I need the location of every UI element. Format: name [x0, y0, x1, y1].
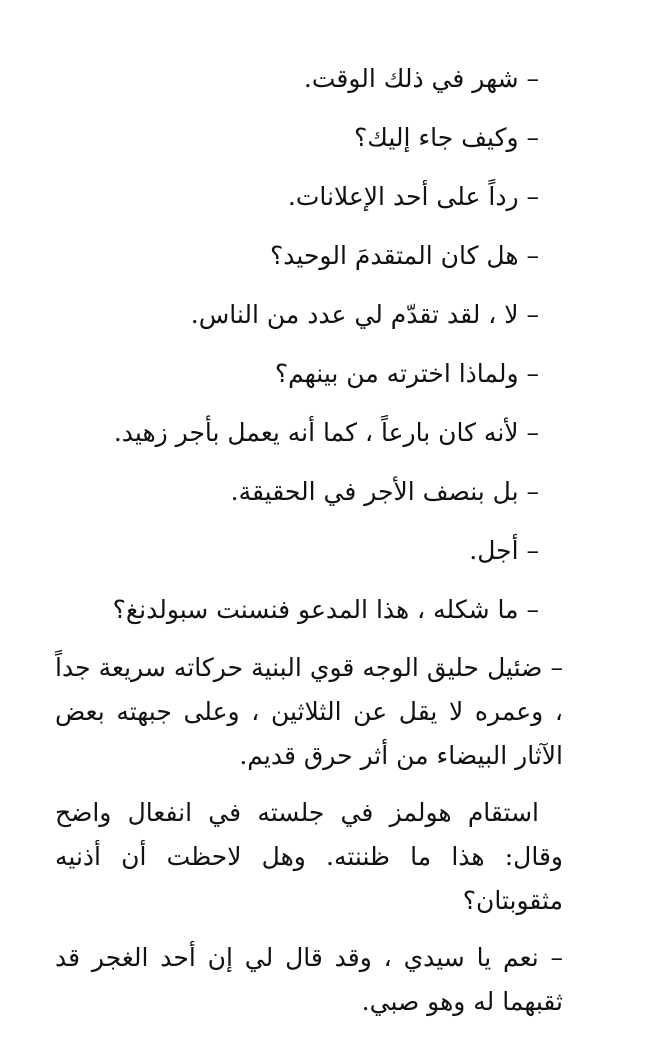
- dialogue-line: – لا ، لقد تقدّم لي عدد من الناس.: [190, 300, 539, 329]
- dialogue-line: – وكيف جاء إليك؟: [353, 123, 539, 152]
- book-page: [55, 56, 563, 1037]
- dialogue-line: – شهر في ذلك الوقت.: [303, 64, 539, 93]
- dialogue-line: – بل بنصف الأجر في الحقيقة.: [230, 477, 539, 506]
- description-paragraph: – ضئيل حليق الوجه قوي البنية حركاته سريعة جداً ، وعمره لا يقل عن الثلاثين ، وعلى جبهته بعض الآثار البيضاء من أثر حرق قديم.: [55, 653, 563, 770]
- dialogue-line: – ما شكله ، هذا المدعو فنسنت سبولدنغ؟: [112, 595, 539, 624]
- dialogue-line: – هل كان المتقدمَ الوحيد؟: [270, 241, 539, 270]
- dialogue-line: – لأنه كان بارعاً ، كما أنه يعمل بأجر زهيد.: [113, 418, 539, 447]
- dialogue-line: – رداً على أحد الإعلانات.: [287, 182, 539, 211]
- dialogue-line: – نعم يا سيدي ، وقد قال لي إن أحد الغجر قد ثقبهما له وهو صبي.: [55, 943, 563, 1016]
- narration-paragraph: استقام هولمز في جلسته في انفعال واضح وقال: هذا ما ظننته. وهل لاحظت أن أذنيه مثقوبتان؟: [55, 798, 563, 915]
- dialogue-line: – ولماذا اخترته من بينهم؟: [274, 359, 539, 388]
- dialogue-line: – أجل.: [469, 536, 539, 565]
